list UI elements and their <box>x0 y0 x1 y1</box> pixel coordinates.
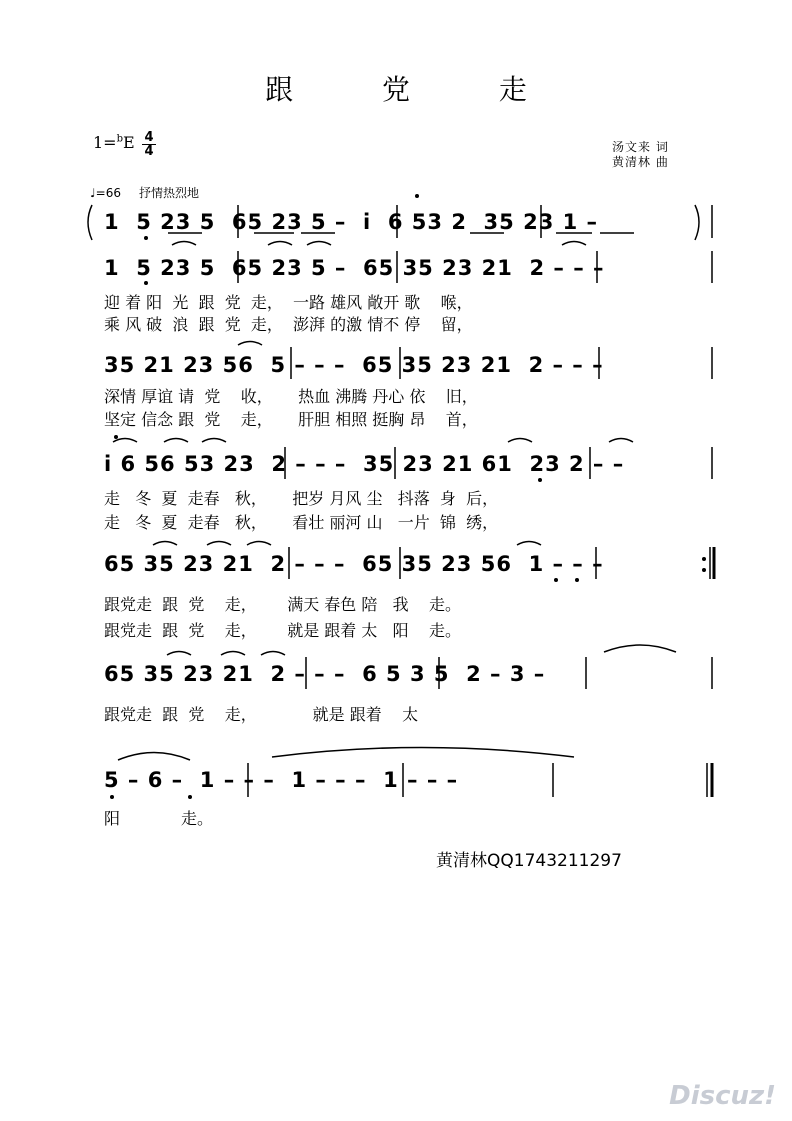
score-line-2-notes: 1 5 23 5 65 23 5 – 65 35 23 21 2 – – – <box>104 256 605 280</box>
open-paren <box>88 205 92 240</box>
octave-dot <box>415 194 419 198</box>
lyricist-credit: 汤文来 词 <box>612 140 669 154</box>
slur <box>247 542 271 546</box>
score-line-6-lyric-1: 跟党走 跟 党 走， 就是 跟着 太 <box>104 705 419 724</box>
close-paren <box>695 205 699 240</box>
score-line-3-notes: 35 21 23 56 5 – – – 65 35 23 21 2 – – – <box>104 353 604 377</box>
slur <box>261 652 285 656</box>
octave-dot <box>188 795 192 799</box>
slur <box>508 439 532 443</box>
score-line-5-notes: 65 35 23 21 2 – – – 65 35 23 56 1 – – – <box>104 552 604 576</box>
repeat-dot <box>702 568 706 572</box>
time-bottom: 4 <box>142 144 156 158</box>
slur <box>609 439 633 443</box>
score-line-6-notes: 65 35 23 21 2 – – – 6 5 3 5 2 – 3 – <box>104 662 546 686</box>
score-line-4-lyric-1: 走 冬 夏 走春 秋， 把岁 月风 尘 抖落 身 后， <box>104 489 499 508</box>
score-line-5-lyric-1: 跟党走 跟 党 走， 满天 春色 陪 我 走。 <box>104 595 461 614</box>
slur <box>562 242 586 246</box>
composer-credit: 黄清林 曲 <box>612 155 669 169</box>
score-line-3-lyric-1: 深情 厚谊 请 党 收， 热血 沸腾 丹心 依 旧， <box>104 387 478 406</box>
slur <box>604 645 676 652</box>
slur <box>202 439 226 443</box>
slur <box>164 439 188 443</box>
tempo-value: ♩=66 <box>90 186 121 200</box>
slur <box>167 652 191 656</box>
time-top: 4 <box>144 130 154 145</box>
slur <box>118 753 190 761</box>
octave-dot <box>538 478 542 482</box>
score-line-2-lyric-1: 迎 着 阳 光 跟 党 走， 一路 雄风 敞开 歌 喉， <box>104 293 473 312</box>
octave-dot <box>114 435 118 439</box>
octave-dot <box>144 281 148 285</box>
repeat-dot <box>702 557 706 561</box>
score-line-4-lyric-2: 走 冬 夏 走春 秋， 看壮 丽河 山 一片 锦 绣， <box>104 513 499 532</box>
score-line-1-notes: 1 5 23 5 65 23 5 – i 6 53 2 35 23 1 – <box>104 210 599 234</box>
forum-watermark: Discuz! <box>669 1081 776 1111</box>
song-title: 跟 党 走 <box>265 73 567 106</box>
slur <box>268 242 292 246</box>
slur <box>238 342 262 346</box>
key-letter: E <box>123 133 135 152</box>
score-line-3-lyric-2: 坚定 信念 跟 党 走， 肝胆 相照 挺胸 昂 首， <box>104 410 478 429</box>
key-prefix: 1= <box>93 133 117 152</box>
octave-dot <box>575 578 579 582</box>
slur <box>517 542 541 546</box>
score-line-7-notes: 5 – 6 – 1 – – – 1 – – – 1 – – – <box>104 768 459 792</box>
slur <box>172 242 196 246</box>
key-flat: b <box>116 133 123 145</box>
score-line-2-lyric-2: 乘 风 破 浪 跟 党 走， 澎湃 的激 情不 停 留， <box>104 315 473 334</box>
slur <box>307 242 331 246</box>
expression-mark: 抒情热烈地 <box>138 186 199 200</box>
octave-dot <box>144 236 148 240</box>
score-line-5-lyric-2: 跟党走 跟 党 走， 就是 跟着 太 阳 走。 <box>104 621 461 640</box>
octave-dot <box>554 578 558 582</box>
slur <box>207 542 231 546</box>
slur <box>221 652 245 656</box>
slur <box>153 542 177 546</box>
slur <box>272 748 574 758</box>
score-line-7-lyric-1: 阳 走。 <box>104 809 214 828</box>
score-line-4-notes: i 6 56 53 23 2 – – – 35 23 21 61 23 2 – – <box>104 452 625 476</box>
slur <box>113 439 137 443</box>
octave-dot <box>110 795 114 799</box>
arranger-signature: 黄清林QQ1743211297 <box>436 851 622 871</box>
